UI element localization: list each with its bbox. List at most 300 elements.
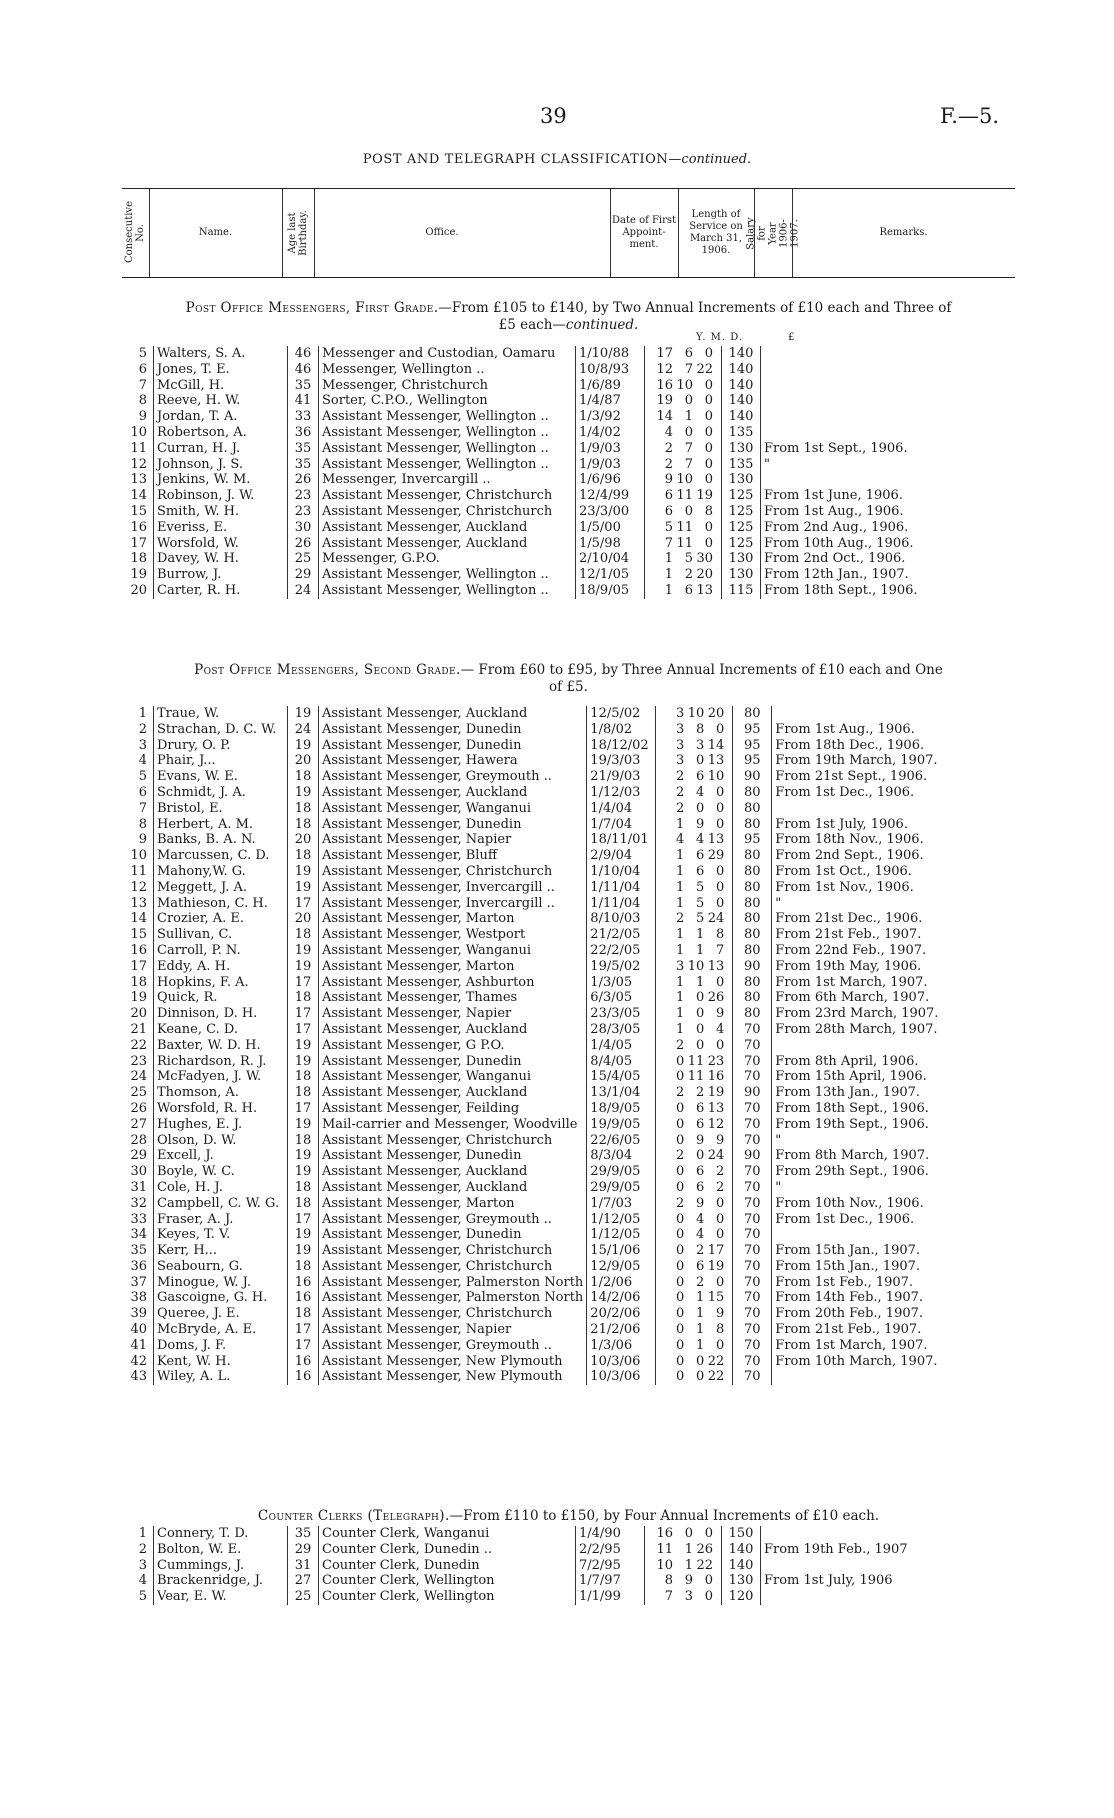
service-d: 0 <box>704 1526 713 1541</box>
service-y: 1 <box>676 990 685 1006</box>
service-y: 17 <box>656 346 673 361</box>
header-name: Name. <box>198 227 233 238</box>
cell-n: 43 <box>130 1369 147 1385</box>
cell-date: 23/3/05 <box>587 1006 656 1022</box>
table-row <box>122 472 947 488</box>
service-m: 3 <box>684 1589 693 1605</box>
cell-length-of-service <box>656 722 733 738</box>
cell-name: Bolton, W. E. <box>154 1542 288 1558</box>
cell-rem <box>772 1038 959 1054</box>
cell-age: 18 <box>288 1180 319 1196</box>
service-m: 0 <box>696 753 705 769</box>
cell-office: Assistant Messenger, New Plymouth <box>319 1369 587 1385</box>
cell-office: Messenger, Christchurch <box>319 378 576 394</box>
service-y: 1 <box>676 1021 685 1037</box>
cell-rem: From 15th April, 1906. <box>772 1069 959 1085</box>
service-y: 0 <box>676 1227 685 1243</box>
cell-sal: 70 <box>733 1196 772 1212</box>
cell-rem: From 20th Feb., 1907. <box>772 1306 959 1322</box>
service-m: 0 <box>684 393 693 409</box>
cell-rem: From 1st Dec., 1906. <box>772 785 959 801</box>
cell-rem: " <box>772 1180 959 1196</box>
service-m: 0 <box>696 800 705 816</box>
cell-n: 34 <box>130 1227 147 1243</box>
cell-sal: 80 <box>733 864 772 880</box>
table-row <box>122 785 958 801</box>
cell-rem: From 29th Sept., 1906. <box>772 1164 959 1180</box>
cell-sal: 90 <box>733 769 772 785</box>
cell-date: 1/9/03 <box>576 441 645 457</box>
cell-age: 20 <box>288 753 319 769</box>
service-d: 0 <box>704 393 713 409</box>
cell-office: Assistant Messenger, New Plymouth <box>319 1354 587 1370</box>
cell-n: 2 <box>138 721 147 737</box>
service-d: 0 <box>704 1573 713 1589</box>
cell-n: 10 <box>130 424 147 440</box>
cell-n: 20 <box>130 1006 147 1022</box>
cell-date: 1/2/06 <box>587 1275 656 1291</box>
cell-length-of-service <box>656 975 733 991</box>
cell-length-of-service <box>656 785 733 801</box>
cell-name: Traue, W. <box>154 706 288 722</box>
cell-n: 3 <box>138 737 147 753</box>
cell-rem: From 1st Nov., 1906. <box>772 880 959 896</box>
service-y: 0 <box>676 1243 685 1259</box>
cell-rem: From 8th April, 1906. <box>772 1054 959 1070</box>
cell-sal: 70 <box>733 1290 772 1306</box>
cell-date: 18/9/05 <box>587 1101 656 1117</box>
service-y: 0 <box>676 1211 685 1227</box>
cell-length-of-service <box>656 1054 733 1070</box>
second-grade-table <box>122 706 958 1385</box>
service-d: 9 <box>716 1006 725 1022</box>
cell-age: 35 <box>288 457 319 473</box>
cell-office: Assistant Messenger, Palmerston North <box>319 1290 587 1306</box>
cell-office: Assistant Messenger, Christchurch <box>319 504 576 520</box>
service-d: 8 <box>704 503 713 519</box>
cell-name: Fraser, A. J. <box>154 1212 288 1228</box>
service-y: 4 <box>664 424 673 440</box>
cell-sal: 70 <box>733 1354 772 1370</box>
service-m: 1 <box>696 927 705 943</box>
service-y: 2 <box>676 784 685 800</box>
service-d: 29 <box>707 848 725 864</box>
cell-name: Schmidt, J. A. <box>154 785 288 801</box>
cell-name: Robertson, A. <box>154 425 288 441</box>
cell-age: 18 <box>288 1069 319 1085</box>
service-y: 3 <box>676 958 685 974</box>
cell-age: 19 <box>288 943 319 959</box>
cell-n: 13 <box>130 895 147 911</box>
service-y: 0 <box>676 1306 685 1322</box>
cell-sal: 90 <box>733 1085 772 1101</box>
cell-length-of-service <box>645 520 722 536</box>
section-heading-second-grade: Post Office Messengers, Second Grade.— From £60 to £95, by Three Annual Increments of £10 each and One of £5. <box>194 662 943 695</box>
cell-rem <box>761 409 948 425</box>
cell-name: Brackenridge, J. <box>154 1573 288 1589</box>
service-d: 13 <box>707 753 725 769</box>
cell-office: Messenger, Invercargill .. <box>319 472 576 488</box>
service-y: 11 <box>656 1541 673 1557</box>
table-row <box>122 1148 958 1164</box>
service-d: 22 <box>707 1369 725 1385</box>
service-y: 7 <box>664 535 673 551</box>
cell-n: 41 <box>130 1337 147 1353</box>
cell-n: 4 <box>138 1573 147 1589</box>
cell-sal: 70 <box>733 1133 772 1149</box>
service-y: 8 <box>664 1573 673 1589</box>
cell-sal: 95 <box>733 832 772 848</box>
cell-office: Assistant Messenger, Marton <box>319 959 587 975</box>
cell-age: 19 <box>288 1148 319 1164</box>
cell-name: Connery, T. D. <box>154 1526 288 1542</box>
cell-n: 25 <box>130 1085 147 1101</box>
cell-age: 17 <box>288 1101 319 1117</box>
cell-name: Worsfold, R. H. <box>154 1101 288 1117</box>
service-d: 9 <box>716 1306 725 1322</box>
cell-n: 28 <box>130 1132 147 1148</box>
cell-rem: From 1st March, 1907. <box>772 1338 959 1354</box>
cell-name: Davey, W. H. <box>154 551 288 567</box>
service-d: 0 <box>716 1037 725 1053</box>
service-y: 0 <box>676 1116 685 1132</box>
cell-date: 18/9/05 <box>576 583 645 599</box>
cell-name: Mahony,W. G. <box>154 864 288 880</box>
service-m: 0 <box>684 424 693 440</box>
cell-sal: 140 <box>722 409 761 425</box>
table-row <box>122 738 958 754</box>
cell-n: 9 <box>138 832 147 848</box>
service-m: 2 <box>696 1085 705 1101</box>
cell-office: Assistant Messenger, Auckland <box>319 1180 587 1196</box>
cell-name: Burrow, J. <box>154 567 288 583</box>
cell-n: 5 <box>138 769 147 785</box>
service-d: 0 <box>704 346 713 361</box>
cell-length-of-service <box>656 1354 733 1370</box>
service-d: 12 <box>707 1116 725 1132</box>
service-m: 1 <box>696 942 705 958</box>
service-m: 2 <box>696 1243 705 1259</box>
cell-rem: " <box>772 896 959 912</box>
section-heading-first-grade: Post Office Messengers, First Grade.—From £105 to £140, by Two Annual Increments of £10 each and Three of £5 each—continued. <box>185 300 952 333</box>
cell-age: 18 <box>288 1085 319 1101</box>
service-m: 10 <box>676 377 693 393</box>
cell-name: Quick, R. <box>154 990 288 1006</box>
cell-date: 21/2/06 <box>587 1322 656 1338</box>
cell-name: Strachan, D. C. W. <box>154 722 288 738</box>
cell-rem <box>761 378 948 394</box>
service-m: 0 <box>696 990 705 1006</box>
cell-rem: From 1st Feb., 1907. <box>772 1275 959 1291</box>
cell-n: 39 <box>130 1306 147 1322</box>
cell-rem: From 22nd Feb., 1907. <box>772 943 959 959</box>
cell-n: 8 <box>138 816 147 832</box>
service-d: 0 <box>716 1195 725 1211</box>
table-row <box>122 832 958 848</box>
cell-date: 6/3/05 <box>587 990 656 1006</box>
service-d: 0 <box>704 377 713 393</box>
cell-name: Kent, W. H. <box>154 1354 288 1370</box>
table-row <box>122 801 958 817</box>
table-row <box>122 520 947 536</box>
cell-office: Assistant Messenger, Auckland <box>319 1022 587 1038</box>
service-m: 6 <box>696 863 705 879</box>
service-m: 0 <box>696 1148 705 1164</box>
table-row <box>122 441 947 457</box>
service-d: 0 <box>716 1337 725 1353</box>
cell-name: Banks, B. A. N. <box>154 832 288 848</box>
header-salary: Salary for Year 1906-1907. <box>745 216 801 250</box>
cell-office: Assistant Messenger, Auckland <box>319 1085 587 1101</box>
table-row <box>122 1212 958 1228</box>
cell-age: 27 <box>288 1573 319 1589</box>
cell-office: Messenger, Wellington .. <box>319 362 576 378</box>
cell-office: Assistant Messenger, Greymouth .. <box>319 1338 587 1354</box>
cell-rem <box>761 1526 948 1542</box>
cell-date: 10/3/06 <box>587 1354 656 1370</box>
cell-length-of-service <box>656 943 733 959</box>
cell-name: Phair, J... <box>154 753 288 769</box>
service-m: 6 <box>684 582 693 598</box>
cell-length-of-service <box>645 409 722 425</box>
table-row <box>122 1573 947 1589</box>
service-y: 1 <box>664 582 673 598</box>
cell-rem: From 12th Jan., 1907. <box>761 567 948 583</box>
cell-rem: From 21st Dec., 1906. <box>772 911 959 927</box>
cell-sal: 70 <box>733 1338 772 1354</box>
cell-name: Vear, E. W. <box>154 1589 288 1605</box>
cell-office: Assistant Messenger, Feilding <box>319 1101 587 1117</box>
cell-office: Assistant Messenger, Wellington .. <box>319 409 576 425</box>
cell-sal: 80 <box>733 880 772 896</box>
cell-office: Assistant Messenger, Christchurch <box>319 488 576 504</box>
cell-sal: 130 <box>722 567 761 583</box>
cell-age: 46 <box>288 362 319 378</box>
service-m: 3 <box>696 737 705 753</box>
service-d: 0 <box>716 816 725 832</box>
cell-length-of-service <box>656 832 733 848</box>
cell-sal: 80 <box>733 990 772 1006</box>
cell-rem: From 2nd Sept., 1906. <box>772 848 959 864</box>
cell-age: 46 <box>288 346 319 362</box>
cell-length-of-service <box>656 817 733 833</box>
service-d: 0 <box>716 784 725 800</box>
cell-office: Counter Clerk, Dunedin <box>319 1558 576 1574</box>
cell-n: 42 <box>130 1353 147 1369</box>
service-y: 0 <box>676 1322 685 1338</box>
cell-length-of-service <box>645 393 722 409</box>
cell-sal: 70 <box>733 1054 772 1070</box>
cell-sal: 90 <box>733 959 772 975</box>
service-y: 4 <box>676 832 685 848</box>
cell-name: Marcussen, C. D. <box>154 848 288 864</box>
cell-sal: 80 <box>733 706 772 722</box>
cell-age: 19 <box>288 864 319 880</box>
service-m: 1 <box>696 1337 705 1353</box>
cell-sal: 80 <box>733 817 772 833</box>
service-d: 13 <box>707 832 725 848</box>
cell-age: 19 <box>288 1038 319 1054</box>
cell-name: Bristol, E. <box>154 801 288 817</box>
cell-n: 2 <box>138 1541 147 1557</box>
cell-date: 1/12/05 <box>587 1227 656 1243</box>
cell-rem: From 19th Feb., 1907 <box>761 1542 948 1558</box>
service-m: 9 <box>696 816 705 832</box>
service-m: 7 <box>684 456 693 472</box>
cell-name: Excell, J. <box>154 1148 288 1164</box>
cell-office: Assistant Messenger, Greymouth .. <box>319 1212 587 1228</box>
cell-office: Assistant Messenger, Napier <box>319 1006 587 1022</box>
service-m: 1 <box>696 1290 705 1306</box>
service-d: 26 <box>707 990 725 1006</box>
cell-sal: 140 <box>722 393 761 409</box>
service-y: 0 <box>676 1337 685 1353</box>
cell-name: Drury, O. P. <box>154 738 288 754</box>
cell-length-of-service <box>656 753 733 769</box>
cell-office: Assistant Messenger, Westport <box>319 927 587 943</box>
cell-office: Assistant Messenger, Christchurch <box>319 1306 587 1322</box>
cell-age: 18 <box>288 817 319 833</box>
header-consecutive: Consecutive No. <box>124 201 146 263</box>
cell-office: Assistant Messenger, Christchurch <box>319 1243 587 1259</box>
cell-rem <box>772 706 959 722</box>
service-y: 1 <box>676 942 685 958</box>
cell-age: 17 <box>288 1338 319 1354</box>
cell-date: 1/10/88 <box>576 346 645 362</box>
cell-length-of-service <box>656 1369 733 1385</box>
cell-rem: From 19th March, 1907. <box>772 753 959 769</box>
service-m: 1 <box>696 1322 705 1338</box>
cell-age: 17 <box>288 1006 319 1022</box>
cell-office: Assistant Messenger, Dunedin <box>319 738 587 754</box>
cell-length-of-service <box>645 1542 722 1558</box>
cell-sal: 70 <box>733 1069 772 1085</box>
cell-age: 16 <box>288 1354 319 1370</box>
service-d: 10 <box>707 769 725 785</box>
cell-name: Jenkins, W. M. <box>154 472 288 488</box>
cell-length-of-service <box>656 1243 733 1259</box>
service-y: 19 <box>656 393 673 409</box>
header-date: Date of First Appoint-ment. <box>611 215 677 250</box>
cell-sal: 80 <box>733 975 772 991</box>
table-row <box>122 1227 958 1243</box>
service-d: 7 <box>716 942 725 958</box>
cell-sal: 140 <box>722 1542 761 1558</box>
cell-rem: From 23rd March, 1907. <box>772 1006 959 1022</box>
cell-length-of-service <box>645 504 722 520</box>
cell-date: 1/4/05 <box>587 1038 656 1054</box>
cell-rem <box>761 1558 948 1574</box>
cell-name: Doms, J. F. <box>154 1338 288 1354</box>
cell-length-of-service <box>656 1180 733 1196</box>
cell-n: 29 <box>130 1148 147 1164</box>
cell-date: 15/1/06 <box>587 1243 656 1259</box>
table-row <box>122 1275 958 1291</box>
service-y: 0 <box>676 1132 685 1148</box>
cell-age: 18 <box>288 1196 319 1212</box>
header-office: Office. <box>425 227 459 238</box>
cell-office: Assistant Messenger, Dunedin <box>319 1227 587 1243</box>
table-row <box>122 1243 958 1259</box>
cell-age: 31 <box>288 1558 319 1574</box>
service-d: 15 <box>707 1290 725 1306</box>
cell-length-of-service <box>656 1212 733 1228</box>
cell-rem: From 1st July, 1906 <box>761 1573 948 1589</box>
cell-age: 16 <box>288 1290 319 1306</box>
cell-rem: From 18th Nov., 1906. <box>772 832 959 848</box>
cell-rem: From 2nd Oct., 1906. <box>761 551 948 567</box>
service-d: 26 <box>696 1541 713 1557</box>
cell-date: 1/4/90 <box>576 1526 645 1542</box>
cell-sal: 150 <box>722 1526 761 1542</box>
cell-length-of-service <box>645 1558 722 1574</box>
cell-age: 20 <box>288 911 319 927</box>
service-y: 0 <box>676 1353 685 1369</box>
service-m: 9 <box>696 1195 705 1211</box>
service-y: 2 <box>676 1037 685 1053</box>
cell-age: 20 <box>288 832 319 848</box>
service-d: 13 <box>696 582 713 598</box>
cell-length-of-service <box>656 738 733 754</box>
cell-length-of-service <box>656 1101 733 1117</box>
cell-date: 14/2/06 <box>587 1290 656 1306</box>
service-y: 2 <box>664 456 673 472</box>
service-m: 0 <box>696 1353 705 1369</box>
cell-office: Assistant Messenger, Christchurch <box>319 1259 587 1275</box>
cell-date: 1/5/98 <box>576 536 645 552</box>
service-d: 0 <box>704 519 713 535</box>
table-row <box>122 1290 958 1306</box>
cell-sal: 95 <box>733 738 772 754</box>
service-d: 0 <box>716 1211 725 1227</box>
cell-n: 14 <box>130 488 147 504</box>
cell-n: 5 <box>138 346 147 361</box>
cell-sal: 80 <box>733 943 772 959</box>
cell-n: 3 <box>138 1557 147 1573</box>
cell-name: Eddy, A. H. <box>154 959 288 975</box>
table-row <box>122 425 947 441</box>
cell-office: Assistant Messenger, Wellington .. <box>319 441 576 457</box>
cell-age: 19 <box>288 959 319 975</box>
service-y: 6 <box>664 503 673 519</box>
cell-length-of-service <box>656 1038 733 1054</box>
service-d: 0 <box>716 1274 725 1290</box>
service-m: 5 <box>696 911 705 927</box>
service-m: 10 <box>687 958 705 974</box>
table-row <box>122 583 947 599</box>
service-y: 1 <box>676 848 685 864</box>
service-y: 1 <box>676 816 685 832</box>
cell-length-of-service <box>656 1259 733 1275</box>
service-y: 16 <box>656 1526 673 1541</box>
table-row <box>122 536 947 552</box>
service-y: 0 <box>676 1069 685 1085</box>
service-d: 8 <box>716 927 725 943</box>
cell-age: 16 <box>288 1369 319 1385</box>
cell-name: McGill, H. <box>154 378 288 394</box>
table-row <box>122 1054 958 1070</box>
cell-date: 12/4/99 <box>576 488 645 504</box>
cell-office: Assistant Messenger, Auckland <box>319 1164 587 1180</box>
cell-sal: 125 <box>722 536 761 552</box>
cell-name: Crozier, A. E. <box>154 911 288 927</box>
cell-name: Cummings, J. <box>154 1558 288 1574</box>
table-row <box>122 1322 958 1338</box>
cell-length-of-service <box>656 927 733 943</box>
table-row <box>122 769 958 785</box>
cell-name: Thomson, A. <box>154 1085 288 1101</box>
cell-n: 17 <box>130 958 147 974</box>
